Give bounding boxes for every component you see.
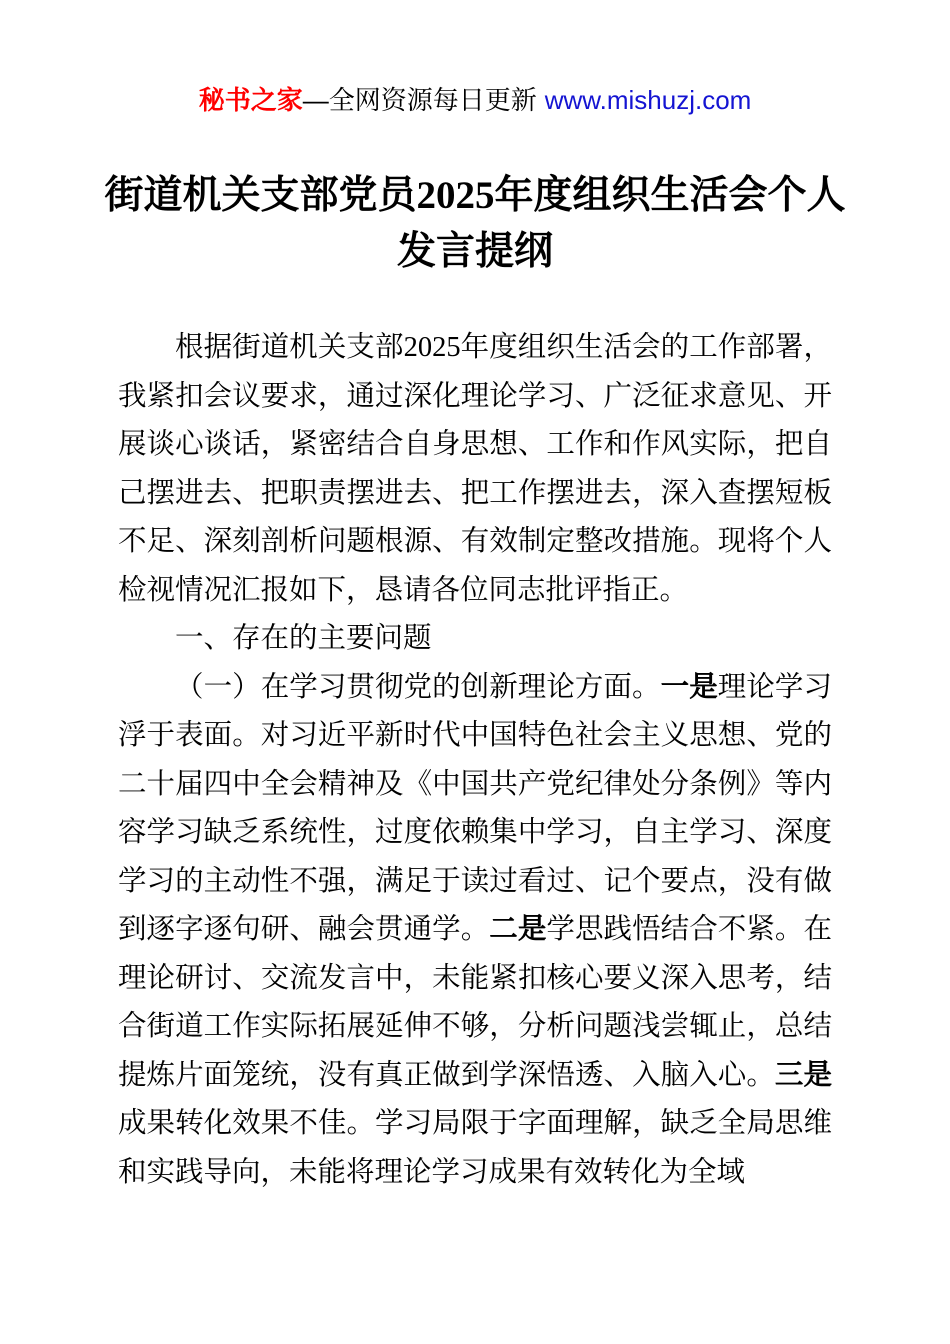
document-title bbox=[0, 168, 950, 280]
site-tagline: 全网资源每日更新 bbox=[328, 85, 537, 115]
text-run: 一、存在的主要问题 bbox=[175, 623, 432, 654]
site-url-link[interactable]: www.mishuzj.com bbox=[544, 85, 752, 115]
paragraph bbox=[118, 615, 832, 664]
document-title-line2: 发言提纲 bbox=[396, 230, 553, 273]
text-run-bold: 二是 bbox=[489, 914, 547, 945]
text-run: 学思践悟结合不紧。在理论研讨、交流发言中，未能紧扣核心要义深入思考，结合街道工作实际拓展延伸不够，分析问题浅尝辄止，总结提炼片面笼统，没有真正做到学深悟透、入脑入心。 bbox=[118, 914, 832, 1091]
text-run: 根据街道机关支部2025年度组织生活会的工作部署，我紧扣会议要求，通过深化理论学习、广泛征求意见、开展谈心谈话，紧密结合自身思想、工作和作风实际，把自己摆进去、把职责摆进去、把工作摆进去，深入查摆短板不足、深刻剖析问题根源、有效制定整改措施。现将个人检视情况汇报如下，恳请各位同志批评指正。 bbox=[118, 332, 832, 606]
text-run: 成果转化效果不佳。学习局限于字面理解，缺乏全局思维和实践导向，未能将理论学习成果有效转化为全域 bbox=[118, 1108, 832, 1188]
paragraph bbox=[118, 324, 832, 615]
text-run-bold: 一是 bbox=[660, 671, 718, 703]
document-body bbox=[118, 324, 832, 1197]
text-run: 理论学习浮于表面。对习近平新时代中国特色社会主义思想、党的二十届四中全会精神及《中国共产党纪律处分条例》等内容学习缺乏系统性，过度依赖集中学习，自主学习、深度学习的主动性不强，满足于读过看过、记个要点，没有做到逐字逐句研、融会贯通学。 bbox=[118, 671, 832, 945]
document-title-line1: 街道机关支部党员2025年度组织生活会个人 bbox=[104, 174, 846, 217]
header-separator: — bbox=[302, 85, 329, 115]
text-run-bold: 三是 bbox=[774, 1059, 832, 1091]
paragraph bbox=[118, 664, 832, 1198]
site-header bbox=[0, 0, 950, 116]
site-brand: 秘书之家 bbox=[198, 85, 303, 115]
text-run: （一）在学习贯彻党的创新理论方面。 bbox=[175, 671, 661, 703]
